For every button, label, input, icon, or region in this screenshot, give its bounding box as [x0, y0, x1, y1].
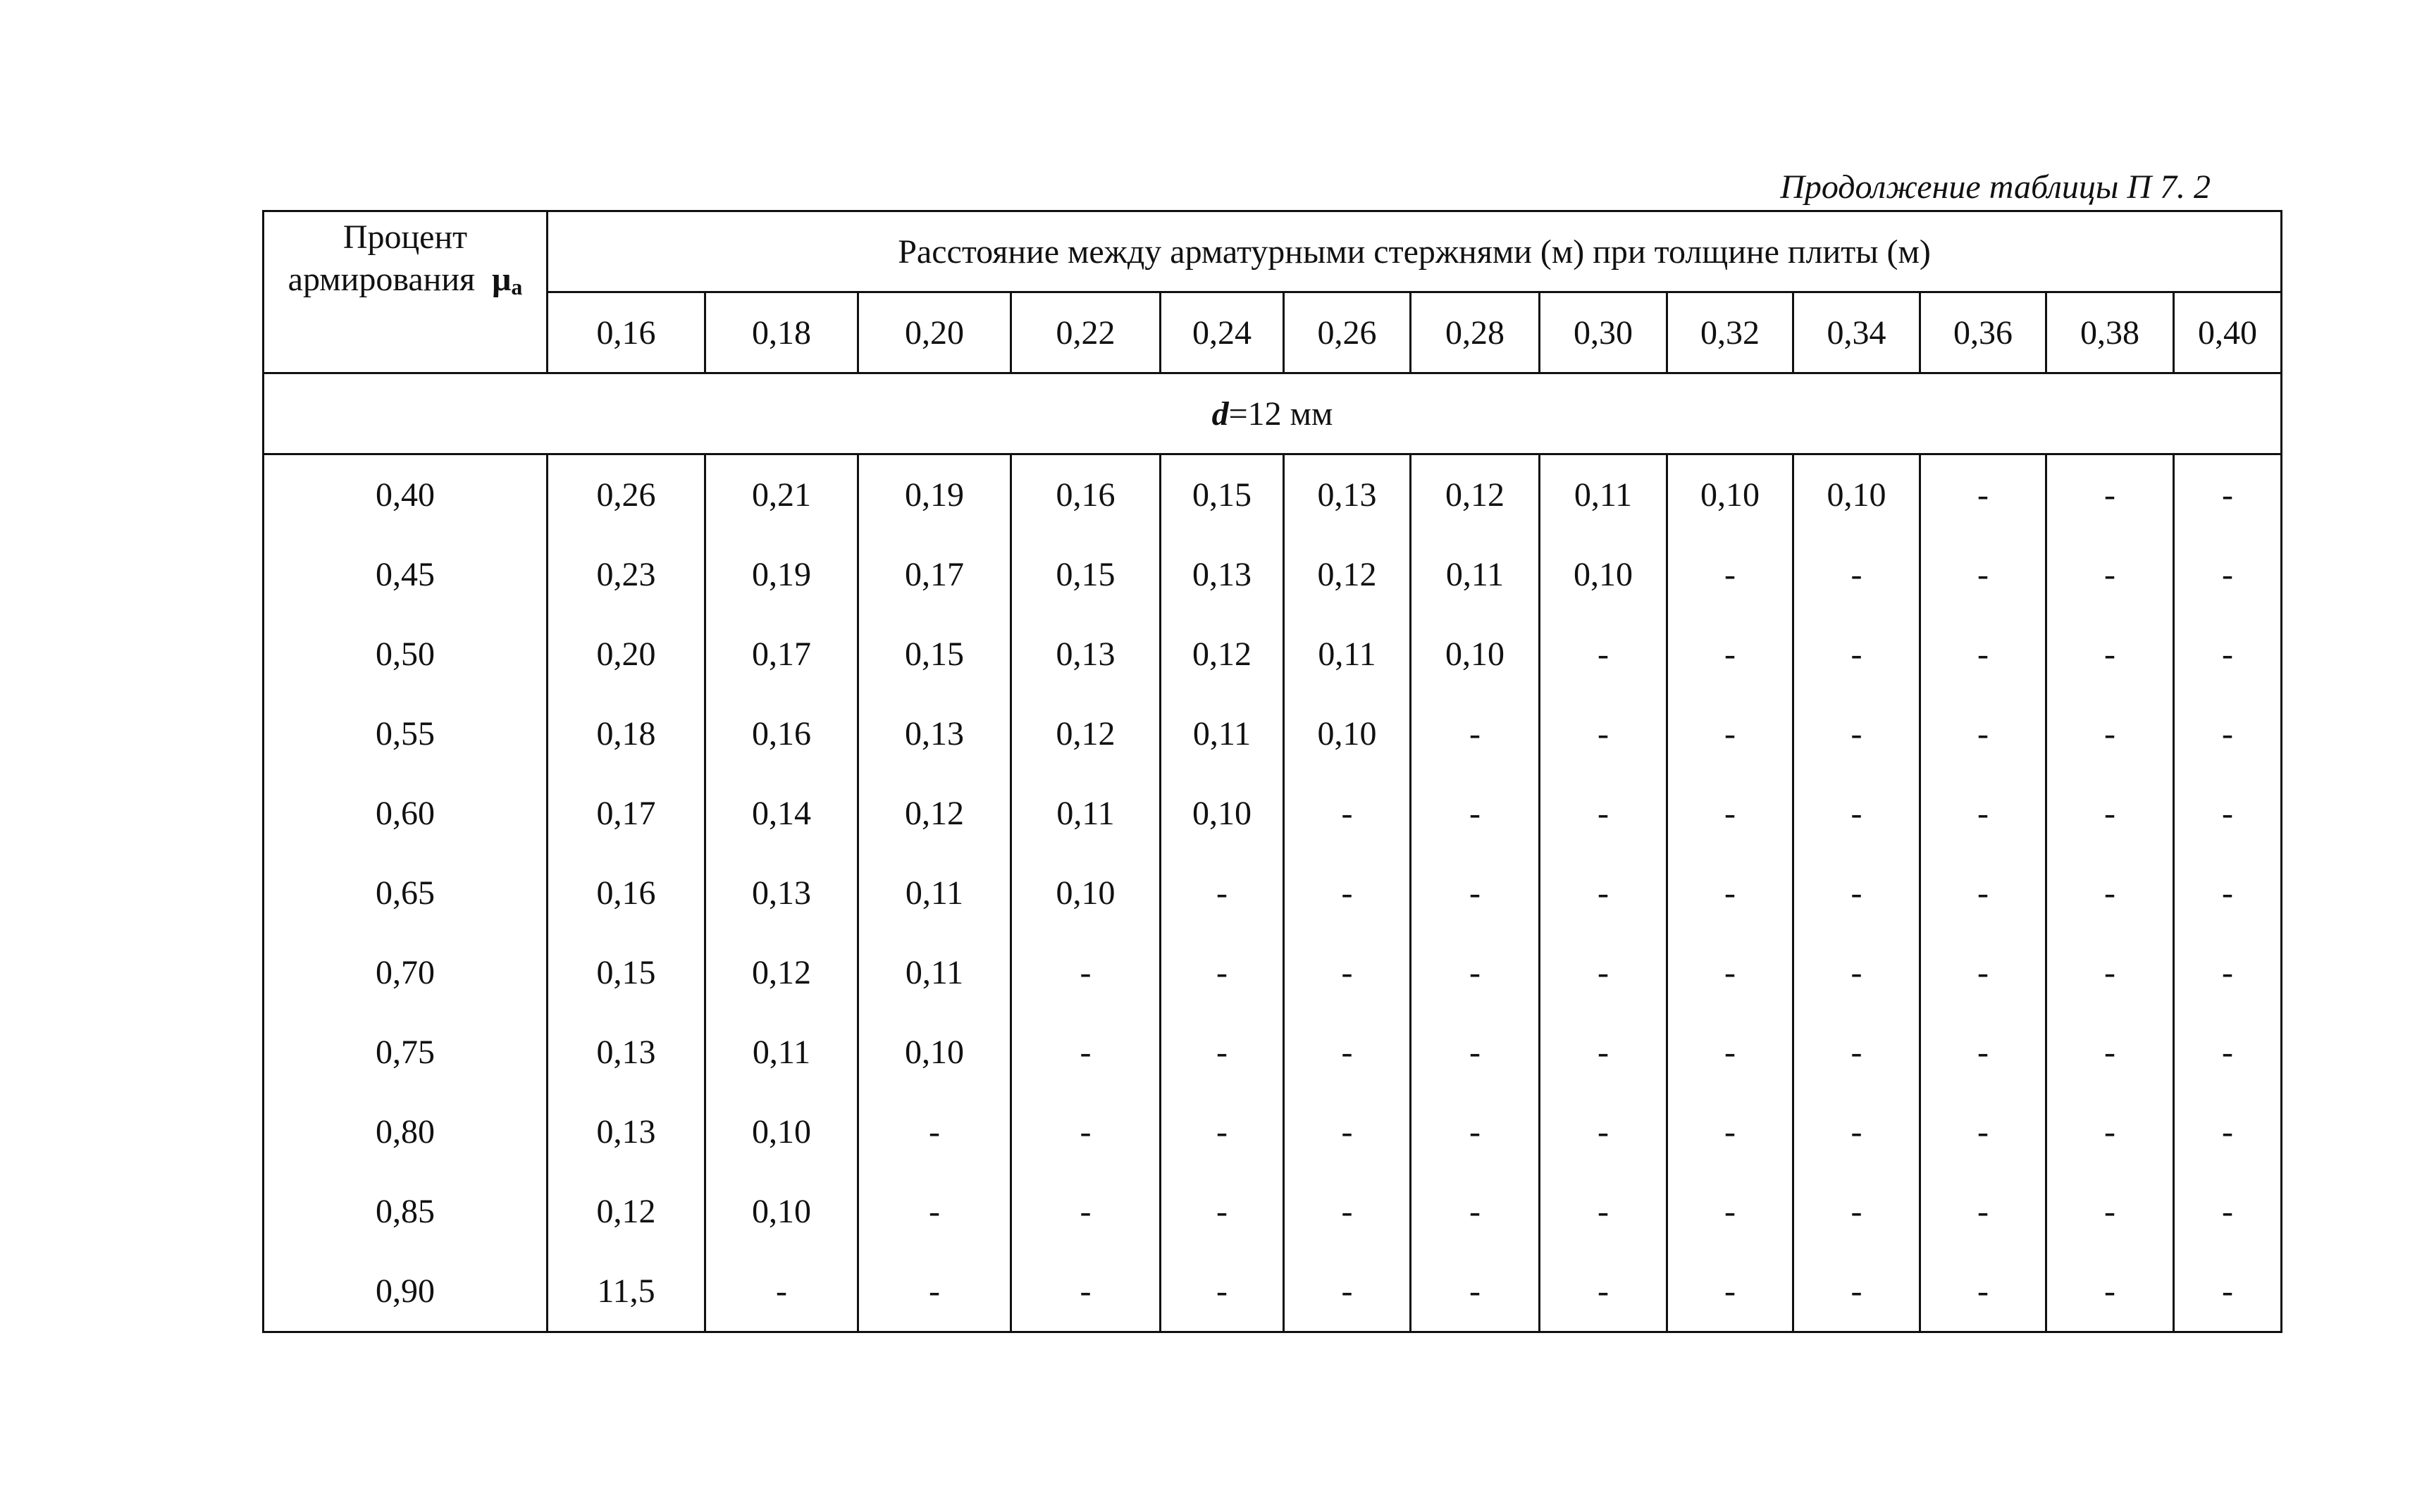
table-row: [264, 614, 2282, 694]
thickness-header: 0,40: [2174, 292, 2282, 373]
spacing-cell: 0,10: [1411, 614, 1540, 694]
thickness-header: 0,26: [1284, 292, 1411, 373]
spacing-cell: 0,19: [705, 535, 858, 614]
spacing-cell: 0,12: [705, 933, 858, 1012]
group-value: =12 мм: [1228, 395, 1333, 433]
spacing-cell: 0,12: [1411, 454, 1540, 535]
spacing-cell: 0,12: [548, 1172, 705, 1251]
spacing-cell: -: [1793, 933, 1920, 1012]
row-percent-cell: 0,60: [264, 774, 548, 853]
spacing-cell: 0,11: [858, 933, 1011, 1012]
row-percent-cell: 0,85: [264, 1172, 548, 1251]
spacing-cell: 0,11: [1411, 535, 1540, 614]
row-percent-cell: 0,45: [264, 535, 548, 614]
table-row: [264, 774, 2282, 853]
spacing-cell: -: [1540, 1251, 1667, 1332]
spacing-cell: -: [1920, 933, 2046, 1012]
spacing-cell: -: [1284, 1012, 1411, 1092]
spacing-cell: 0,12: [858, 774, 1011, 853]
spacing-cell: -: [2046, 614, 2174, 694]
spacing-cell: 0,16: [1011, 454, 1161, 535]
spacing-cell: -: [1667, 853, 1793, 933]
spacing-cell: -: [2046, 853, 2174, 933]
mu-subscript: а: [511, 274, 523, 299]
spacing-cell: -: [1920, 535, 2046, 614]
spacing-cell: -: [1284, 1092, 1411, 1172]
spacing-cell: 0,15: [1161, 454, 1284, 535]
spacing-cell: -: [1411, 1251, 1540, 1332]
spacing-cell: -: [2174, 853, 2282, 933]
spacing-cell: -: [1793, 1012, 1920, 1092]
spacing-cell: -: [1667, 1012, 1793, 1092]
spacing-cell: -: [1540, 614, 1667, 694]
spacing-cell: -: [705, 1251, 858, 1332]
spacing-cell: 0,11: [858, 853, 1011, 933]
spacing-cell: 0,10: [705, 1092, 858, 1172]
spacing-cell: 0,16: [705, 694, 858, 774]
row-percent-cell: 0,55: [264, 694, 548, 774]
row-percent-cell: 0,80: [264, 1092, 548, 1172]
spacing-cell: 0,13: [548, 1092, 705, 1172]
spacing-cell: -: [1161, 1092, 1284, 1172]
spacing-cell: -: [2046, 1172, 2174, 1251]
spacing-cell: 0,11: [1284, 614, 1411, 694]
spacing-cell: 0,10: [1540, 535, 1667, 614]
thickness-header: 0,34: [1793, 292, 1920, 373]
spacing-cell: -: [1411, 1012, 1540, 1092]
spacing-cell: -: [1667, 774, 1793, 853]
columns-title: Расстояние между арматурными стержнями (м) при толщине плиты (м): [548, 211, 2282, 292]
row-percent-cell: 0,40: [264, 454, 548, 535]
spacing-cell: -: [1920, 774, 2046, 853]
spacing-cell: -: [1011, 933, 1161, 1012]
spacing-cell: 0,13: [1284, 454, 1411, 535]
spacing-cell: -: [1667, 1092, 1793, 1172]
spacing-cell: -: [1920, 694, 2046, 774]
table-body: [264, 454, 2282, 1332]
spacing-cell: 0,13: [548, 1012, 705, 1092]
spacing-cell: -: [1920, 454, 2046, 535]
spacing-cell: -: [1411, 774, 1540, 853]
spacing-cell: -: [1793, 1092, 1920, 1172]
spacing-cell: -: [2174, 1172, 2282, 1251]
spacing-cell: -: [2046, 933, 2174, 1012]
thickness-header: 0,38: [2046, 292, 2174, 373]
table-caption: Продолжение таблицы П 7. 2: [1780, 168, 2211, 206]
spacing-cell: -: [1920, 614, 2046, 694]
group-label-diameter: [264, 373, 2282, 454]
thickness-header: 0,30: [1540, 292, 1667, 373]
spacing-cell: -: [2174, 614, 2282, 694]
spacing-cell: -: [1920, 1012, 2046, 1092]
spacing-cell: -: [1920, 1092, 2046, 1172]
spacing-cell: 0,19: [858, 454, 1011, 535]
spacing-cell: 0,13: [1011, 614, 1161, 694]
spacing-cell: 0,11: [1161, 694, 1284, 774]
spacing-cell: -: [1161, 1012, 1284, 1092]
spacing-cell: 0,10: [1667, 454, 1793, 535]
spacing-cell: -: [1540, 694, 1667, 774]
spacing-cell: 0,21: [705, 454, 858, 535]
spacing-cell: -: [1284, 1251, 1411, 1332]
data-table-container: [262, 210, 2280, 1333]
thickness-header: 0,32: [1667, 292, 1793, 373]
row-percent-cell: 0,70: [264, 933, 548, 1012]
mu-symbol: μ: [492, 261, 512, 298]
spacing-cell: -: [1667, 1172, 1793, 1251]
thickness-header: 0,16: [548, 292, 705, 373]
row-percent-cell: 0,90: [264, 1251, 548, 1332]
spacing-cell: -: [1793, 853, 1920, 933]
spacing-cell: 0,13: [705, 853, 858, 933]
spacing-cell: 0,23: [548, 535, 705, 614]
spacing-cell: -: [2174, 1092, 2282, 1172]
spacing-cell: -: [1920, 853, 2046, 933]
table-row: [264, 1172, 2282, 1251]
spacing-cell: -: [1411, 1172, 1540, 1251]
spacing-cell: 0,17: [705, 614, 858, 694]
spacing-cell: -: [1793, 774, 1920, 853]
spacing-cell: -: [1540, 933, 1667, 1012]
spacing-cell: -: [1540, 853, 1667, 933]
spacing-cell: -: [1540, 1012, 1667, 1092]
spacing-cell: 0,14: [705, 774, 858, 853]
thickness-header: 0,18: [705, 292, 858, 373]
spacing-cell: -: [1920, 1251, 2046, 1332]
spacing-cell: -: [858, 1092, 1011, 1172]
row-percent-cell: 0,65: [264, 853, 548, 933]
spacing-cell: -: [1011, 1172, 1161, 1251]
table-row: [264, 933, 2282, 1012]
spacing-cell: 0,12: [1011, 694, 1161, 774]
spacing-cell: -: [1793, 614, 1920, 694]
spacing-cell: -: [1284, 774, 1411, 853]
spacing-cell: -: [1540, 1092, 1667, 1172]
spacing-cell: -: [1667, 614, 1793, 694]
spacing-cell: -: [1284, 853, 1411, 933]
table-row: [264, 694, 2282, 774]
spacing-cell: -: [1411, 694, 1540, 774]
spacing-cell: -: [1284, 1172, 1411, 1251]
thickness-header: 0,28: [1411, 292, 1540, 373]
spacing-cell: -: [1793, 1251, 1920, 1332]
spacing-cell: 0,13: [1161, 535, 1284, 614]
spacing-cell: 0,11: [705, 1012, 858, 1092]
spacing-cell: 0,26: [548, 454, 705, 535]
row-header-cell: [264, 211, 548, 373]
table-row: [264, 1092, 2282, 1172]
spacing-cell: -: [2174, 774, 2282, 853]
thickness-header: 0,22: [1011, 292, 1161, 373]
spacing-cell: 11,5: [548, 1251, 705, 1332]
spacing-cell: 0,10: [1284, 694, 1411, 774]
spacing-cell: 0,12: [1161, 614, 1284, 694]
spacing-cell: 0,10: [858, 1012, 1011, 1092]
spacing-cell: 0,13: [858, 694, 1011, 774]
spacing-cell: -: [1793, 535, 1920, 614]
spacing-cell: -: [2046, 454, 2174, 535]
spacing-cell: -: [858, 1172, 1011, 1251]
spacing-cell: 0,15: [858, 614, 1011, 694]
spacing-cell: -: [858, 1251, 1011, 1332]
spacing-cell: -: [2174, 694, 2282, 774]
spacing-cell: -: [1284, 933, 1411, 1012]
spacing-cell: -: [1161, 933, 1284, 1012]
group-variable: d: [1211, 395, 1229, 433]
spacing-cell: 0,15: [1011, 535, 1161, 614]
spacing-cell: -: [1161, 1251, 1284, 1332]
spacing-cell: -: [1667, 1251, 1793, 1332]
spacing-cell: 0,16: [548, 853, 705, 933]
table-row: [264, 535, 2282, 614]
spacing-cell: -: [2174, 933, 2282, 1012]
spacing-cell: -: [2046, 1012, 2174, 1092]
spacing-cell: -: [1540, 1172, 1667, 1251]
spacing-cell: -: [2046, 1092, 2174, 1172]
spacing-cell: -: [1540, 774, 1667, 853]
thickness-header: 0,24: [1161, 292, 1284, 373]
thickness-header: 0,36: [1920, 292, 2046, 373]
table-row: [264, 454, 2282, 535]
spacing-cell: -: [1011, 1092, 1161, 1172]
thickness-header: 0,20: [858, 292, 1011, 373]
table-row: [264, 853, 2282, 933]
row-percent-cell: 0,50: [264, 614, 548, 694]
spacing-cell: 0,15: [548, 933, 705, 1012]
spacing-cell: -: [1161, 1172, 1284, 1251]
spacing-cell: -: [2174, 535, 2282, 614]
spacing-cell: -: [2174, 1251, 2282, 1332]
spacing-cell: 0,17: [858, 535, 1011, 614]
spacing-cell: 0,10: [1161, 774, 1284, 853]
spacing-cell: 0,10: [705, 1172, 858, 1251]
row-header-line2: армирования μа: [288, 261, 523, 299]
spacing-cell: 0,20: [548, 614, 705, 694]
spacing-cell: -: [1011, 1251, 1161, 1332]
spacing-cell: -: [1161, 853, 1284, 933]
spacing-cell: -: [2046, 694, 2174, 774]
table-row: [264, 1012, 2282, 1092]
spacing-cell: -: [2046, 774, 2174, 853]
row-header-line1: Процент: [342, 218, 468, 256]
spacing-cell: 0,11: [1011, 774, 1161, 853]
table-row: [264, 1251, 2282, 1332]
spacing-cell: 0,10: [1793, 454, 1920, 535]
spacing-cell: -: [1793, 1172, 1920, 1251]
spacing-cell: -: [1920, 1172, 2046, 1251]
reinforcement-spacing-table: [262, 210, 2282, 1333]
spacing-cell: -: [1011, 1012, 1161, 1092]
spacing-cell: -: [2046, 1251, 2174, 1332]
spacing-cell: -: [2174, 1012, 2282, 1092]
spacing-cell: -: [1667, 933, 1793, 1012]
spacing-cell: -: [1667, 535, 1793, 614]
spacing-cell: -: [1411, 1092, 1540, 1172]
spacing-cell: 0,11: [1540, 454, 1667, 535]
row-percent-cell: 0,75: [264, 1012, 548, 1092]
spacing-cell: -: [2046, 535, 2174, 614]
spacing-cell: 0,12: [1284, 535, 1411, 614]
spacing-cell: -: [1411, 853, 1540, 933]
spacing-cell: 0,18: [548, 694, 705, 774]
spacing-cell: -: [1411, 933, 1540, 1012]
spacing-cell: 0,17: [548, 774, 705, 853]
spacing-cell: 0,10: [1011, 853, 1161, 933]
spacing-cell: -: [2174, 454, 2282, 535]
spacing-cell: -: [1793, 694, 1920, 774]
spacing-cell: -: [1667, 694, 1793, 774]
